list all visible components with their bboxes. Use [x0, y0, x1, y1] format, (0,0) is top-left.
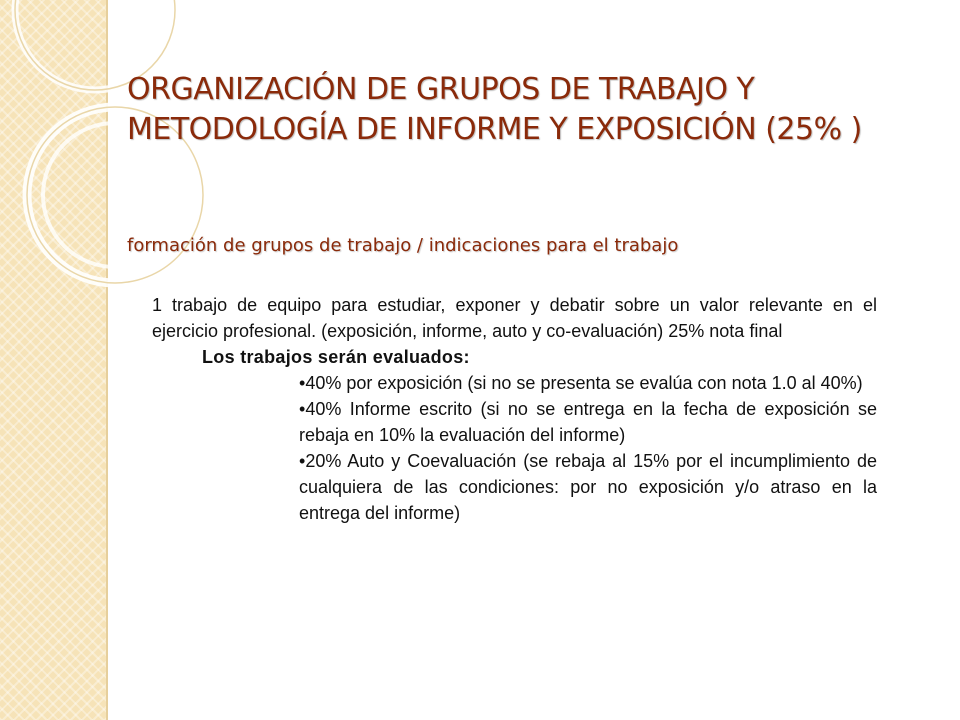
intro-paragraph: 1 trabajo de equipo para estudiar, exponer y debatir sobre un valor relevante en el ejercicio profesional. (exposición, informe, auto y co-evaluación) 25% nota final [152, 295, 877, 341]
slide-subtitle: formación de grupos de trabajo / indicaciones para el trabajo [127, 235, 679, 256]
criteria-item-exposition: • 40% por exposición (si no se presenta se evalúa con nota 1.0 al 40%) [299, 370, 877, 396]
evaluation-criteria-list [152, 370, 877, 526]
slide-body [152, 292, 877, 526]
slide-title: ORGANIZACIÓN DE GRUPOS DE TRABAJO Y METODOLOGÍA DE INFORME Y EXPOSICIÓN (25% ) [127, 72, 862, 147]
decorative-circles [0, 0, 260, 320]
evaluation-heading: Los trabajos serán evaluados: [202, 347, 470, 367]
criteria-item-written-report: • 40% Informe escrito (si no se entrega en la fecha de exposición se rebaja en 10% la evaluación del informe) [299, 396, 877, 448]
criteria-item-self-peer-evaluation: • 20% Auto y Coevaluación (se rebaja al 15% por el incumplimiento de cualquiera de las condiciones: por no exposición y/o atraso en la entrega del informe) [299, 448, 877, 526]
